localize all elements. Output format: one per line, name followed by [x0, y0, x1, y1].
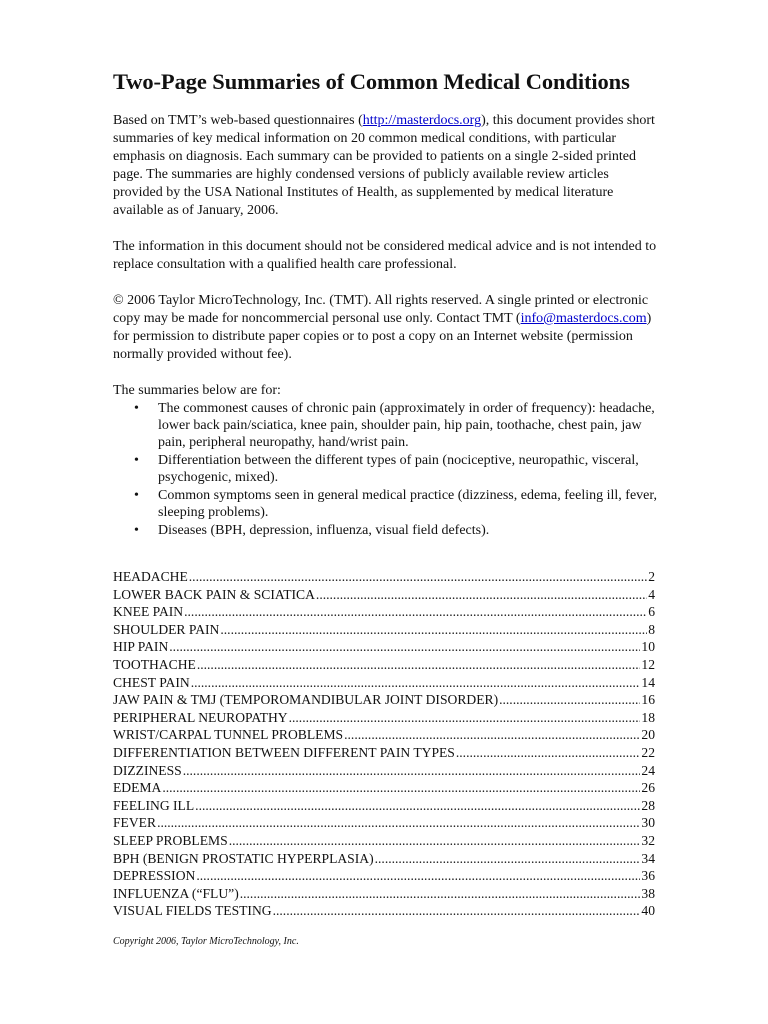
toc-page-number: 40	[641, 903, 655, 919]
toc-entry-label: SHOULDER PAIN	[113, 621, 220, 637]
list-item	[113, 452, 658, 486]
dot-leader	[169, 638, 640, 656]
summaries-list	[113, 400, 658, 539]
toc-page-number: 20	[641, 727, 655, 743]
toc-entry-label: CHEST PAIN	[113, 674, 190, 690]
dot-leader	[196, 867, 640, 885]
bullet-icon: •	[134, 453, 139, 468]
dot-leader	[240, 885, 641, 903]
masterdocs-link[interactable]: http://masterdocs.org	[362, 113, 482, 128]
summaries-intro: The summaries below are for:	[113, 383, 281, 398]
toc-page-number: 2	[648, 569, 655, 584]
dot-leader	[189, 568, 647, 586]
toc-page-number: 28	[641, 797, 655, 813]
toc-entry-label: INFLUENZA (“FLU”)	[113, 885, 239, 901]
document-body	[113, 66, 658, 540]
disclaimer-paragraph: The information in this document should not be considered medical advice and is not intended to replace consultation with a qualified health care professional.	[113, 239, 657, 272]
list-item	[113, 400, 658, 451]
copyright-text-end: ) for permission to distribute paper copies or to post a copy on an Internet website (permission normally provided without fee).	[113, 311, 652, 362]
toc-entry-label: LOWER BACK PAIN & SCIATICA	[113, 586, 315, 602]
list-item-text: Differentiation between the different types of pain (nociceptive, neuropathic, visceral, psychogenic, mixed).	[158, 453, 639, 485]
toc-entry-label: KNEE PAIN	[113, 604, 184, 620]
toc-entry-label: DIFFERENTIATION BETWEEN DIFFERENT PAIN TYPES	[113, 744, 455, 760]
toc-entry-edema[interactable]	[113, 779, 655, 797]
toc-entry-label: JAW PAIN & TMJ (TEMPOROMANDIBULAR JOINT DISORDER)	[113, 692, 499, 708]
toc-entry-label: BPH (BENIGN PROSTATIC HYPERPLASIA)	[113, 850, 374, 866]
dot-leader	[184, 603, 647, 621]
dot-leader	[162, 779, 640, 797]
bullet-icon: •	[134, 488, 139, 503]
dot-leader	[375, 850, 641, 868]
toc-page-number: 14	[641, 674, 655, 690]
toc-page-number: 12	[641, 656, 655, 672]
toc-page-number: 4	[648, 586, 655, 602]
dot-leader	[344, 726, 640, 744]
email-link[interactable]: info@masterdocs.com	[520, 311, 647, 326]
dot-leader	[456, 744, 641, 762]
list-item-text: Common symptoms seen in general medical practice (dizziness, edema, feeling ill, fever, sleeping problems).	[158, 488, 657, 520]
copyright-paragraph	[113, 292, 658, 364]
toc-entry-toothache[interactable]	[113, 656, 655, 674]
toc-entry-label: DIZZINESS	[113, 762, 182, 778]
list-item	[113, 487, 658, 521]
toc-entry-lower-back-pain[interactable]	[113, 586, 655, 604]
list-item-text: The commonest causes of chronic pain (approximately in order of frequency): headache, lower back pain/sciatica, knee pain, shoulder pain, hip pain, toothache, chest pain, jaw pain, peripheral neuropathy, hand/wrist pain.	[158, 401, 655, 450]
dot-leader	[191, 674, 641, 692]
toc-entry-depression[interactable]	[113, 867, 655, 885]
toc-entry-visual-fields[interactable]	[113, 902, 655, 920]
page-footer: Copyright 2006, Taylor MicroTechnology, Inc.	[113, 936, 299, 947]
toc-entry-label: WRIST/CARPAL TUNNEL PROBLEMS	[113, 727, 344, 743]
toc-page-number: 24	[641, 762, 655, 778]
toc-entry-label: DEPRESSION	[113, 868, 196, 884]
list-item-text: Diseases (BPH, depression, influenza, visual field defects).	[158, 523, 490, 538]
toc-entry-feeling-ill[interactable]	[113, 797, 655, 815]
bullet-icon: •	[134, 401, 139, 416]
toc-entry-knee-pain[interactable]	[113, 603, 655, 621]
toc-entry-label: TOOTHACHE	[113, 656, 196, 672]
list-item	[113, 522, 658, 539]
toc-entry-bph[interactable]	[113, 850, 655, 868]
toc-entry-hip-pain[interactable]	[113, 638, 655, 656]
toc-entry-sleep-problems[interactable]	[113, 832, 655, 850]
toc-entry-peripheral-neuropathy[interactable]	[113, 709, 655, 727]
bullet-icon: •	[134, 523, 139, 538]
dot-leader	[273, 902, 641, 920]
toc-page-number: 10	[641, 639, 655, 655]
toc-entry-shoulder-pain[interactable]	[113, 621, 655, 639]
toc-entry-chest-pain[interactable]	[113, 674, 655, 692]
intro-text-start: Based on TMT’s web-based questionnaires (	[113, 113, 363, 128]
dot-leader	[157, 814, 640, 832]
toc-entry-label: VISUAL FIELDS TESTING	[113, 903, 272, 919]
dot-leader	[229, 832, 641, 850]
toc-entry-label: HIP PAIN	[113, 639, 169, 655]
toc-page-number: 26	[641, 780, 655, 796]
toc-entry-influenza[interactable]	[113, 885, 655, 903]
toc-entry-label: FEELING ILL	[113, 797, 195, 813]
toc-entry-pain-types[interactable]	[113, 744, 655, 762]
toc-page-number: 32	[641, 832, 655, 848]
toc-entry-headache[interactable]	[113, 568, 655, 586]
toc-entry-jaw-pain[interactable]	[113, 691, 655, 709]
toc-entry-fever[interactable]	[113, 814, 655, 832]
dot-leader	[183, 762, 641, 780]
dot-leader	[195, 797, 640, 815]
toc-entry-label: HEADACHE	[113, 569, 188, 584]
toc-page-number: 6	[648, 604, 655, 620]
toc-entry-label: FEVER	[113, 815, 157, 831]
toc-entry-dizziness[interactable]	[113, 762, 655, 780]
dot-leader	[316, 586, 647, 604]
intro-paragraph	[113, 112, 658, 220]
toc-entry-wrist-carpal-tunnel[interactable]	[113, 726, 655, 744]
page-title: Two-Page Summaries of Common Medical Conditions	[113, 69, 630, 94]
toc-page-number: 16	[641, 692, 655, 708]
intro-text-end: ), this document provides short summaries of key medical information on 20 common medical conditions, with particular emphasis on diagnosis. Each summary can be provided to patients on a single 2-sided printed page. The summaries are highly condensed versions of publicly available review articles provided by the USA National Institutes of Health, as supplemented by medical literature available as of January, 2006.	[113, 113, 655, 218]
dot-leader	[499, 691, 640, 709]
toc-page-number: 34	[641, 850, 655, 866]
toc-entry-label: SLEEP PROBLEMS	[113, 832, 228, 848]
toc-entry-label: PERIPHERAL NEUROPATHY	[113, 709, 288, 725]
toc-page-number: 36	[641, 868, 655, 884]
toc-page-number: 8	[648, 621, 655, 637]
dot-leader	[197, 656, 641, 674]
toc-entry-label: EDEMA	[113, 780, 162, 796]
dot-leader	[220, 621, 647, 639]
copyright-text-start: © 2006 Taylor MicroTechnology, Inc. (TMT). All rights reserved. A single printed or electronic copy may be made for noncommercial personal use only. Contact TMT (	[113, 293, 649, 326]
dot-leader	[289, 709, 641, 727]
toc-page-number: 30	[641, 815, 655, 831]
toc-page-number: 22	[641, 744, 655, 760]
toc-page-number: 18	[641, 709, 655, 725]
toc-page-number: 38	[641, 885, 655, 901]
table-of-contents	[113, 568, 655, 920]
